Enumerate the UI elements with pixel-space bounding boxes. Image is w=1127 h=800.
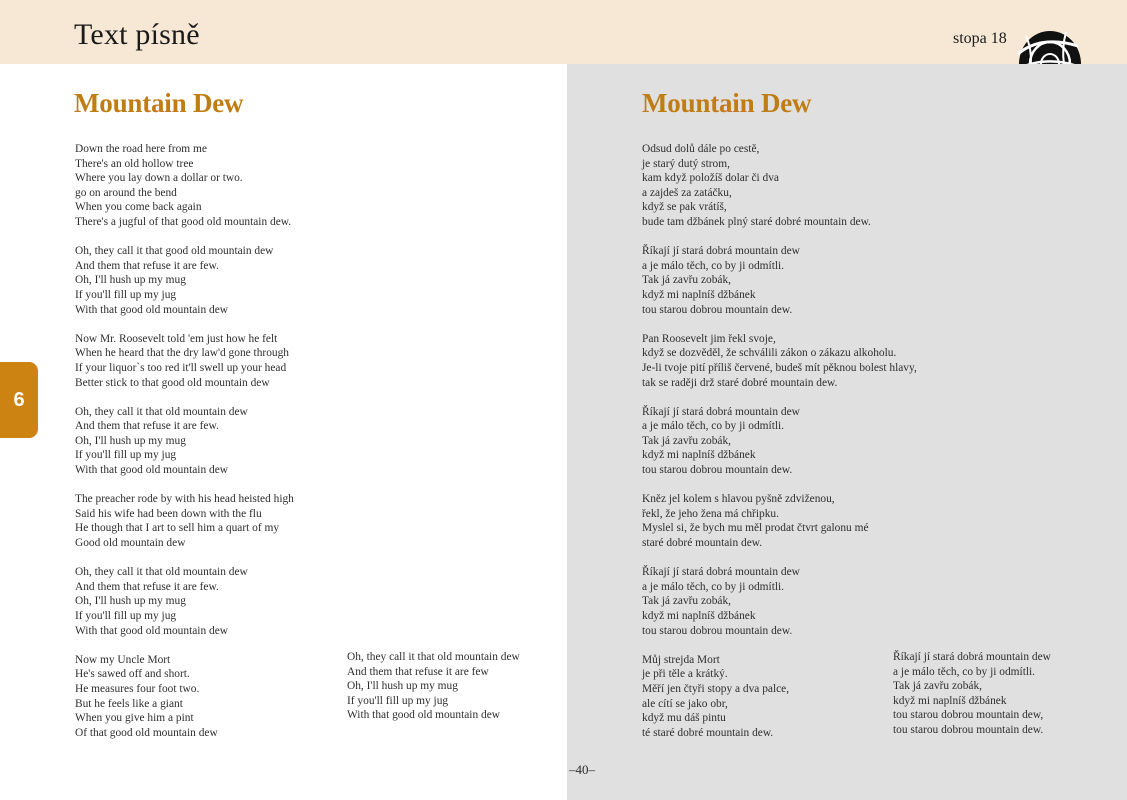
lyric-line: tak se raději drž staré dobré mountain dew. [642,376,838,389]
lyric-line: Oh, they call it that old mountain dew [347,651,520,663]
lyric-line: když mi naplníš džbánek [642,288,756,301]
lyric-line: If you'll fill up my jug [75,288,177,301]
lyric-line: And them that refuse it are few. [75,580,219,593]
lyric-line: když mi naplníš džbánek [642,449,756,462]
lyrics-english [75,142,294,755]
track-number: stopa 18 [953,30,1007,47]
lyric-line: Myslel si, že bych mu měl prodat čtvrt galonu mé [642,522,869,535]
lyric-line: tou starou dobrou mountain dew, [893,709,1044,722]
stanza [75,653,294,741]
lyrics-czech [642,142,917,755]
lyric-line: té staré dobré mountain dew. [642,726,774,739]
lyric-line: a je málo těch, co by ji odmítli. [642,420,785,433]
lyric-line: Oh, I'll hush up my mug [75,434,186,447]
lyric-line: Kněz jel kolem s hlavou pyšně zdviženou, [642,493,835,506]
stanza [642,405,917,478]
lyric-line: Je-li tvoje pití příliš červené, budeš mít pěknou bolest hlavy, [642,361,917,374]
lyric-line: Now Mr. Roosevelt told 'em just how he felt [75,332,278,345]
lyric-line: There's a jugful of that good old mountain dew. [75,215,292,228]
lyric-line: Oh, they call it that old mountain dew [75,566,248,579]
lyric-line: If your liquor`s too red it'll swell up your head [75,361,287,374]
lyric-line: When you give him a pint [75,712,194,725]
lyric-line: Říkají jí stará dobrá mountain dew [893,651,1051,663]
lyric-line: He though that I art to sell him a quart of my [75,522,280,535]
lyric-line: a je málo těch, co by ji odmítli. [642,580,785,593]
lyric-line: Tak já zavřu zobák, [893,680,983,693]
stanza [75,565,294,638]
lyric-line: Down the road here from me [75,143,207,155]
lyric-line: With that good old mountain dew [347,709,500,722]
lyric-line: když mu dáš pintu [642,712,726,725]
lyric-line: je starý dutý strom, [642,157,730,170]
lyric-line: Oh, I'll hush up my mug [75,274,186,287]
lyric-line: a je málo těch, co by ji odmítli. [893,665,1036,678]
lyric-line: If you'll fill up my jug [75,449,177,462]
lyric-line: Pan Roosevelt jim řekl svoje, [642,332,776,345]
lyric-line: Better stick to that good old mountain dew [75,376,270,389]
lyric-line: But he feels like a giant [75,697,183,710]
lyric-line: staré dobré mountain dew. [642,537,763,550]
lyric-line: When you come back again [75,201,202,214]
lyric-line: Tak já zavřu zobák, [642,595,732,608]
lyric-line: je při těle a krátký. [642,668,728,681]
lyric-line: Říkají jí stará dobrá mountain dew [642,405,800,418]
lyric-line: Tak já zavřu zobák, [642,434,732,447]
lyric-line: When he heard that the dry law'd gone through [75,347,289,360]
lyric-line: tou starou dobrou mountain dew. [893,723,1044,736]
stanza [893,650,1051,738]
lyric-line: And them that refuse it are few. [75,259,219,272]
lyric-line: Odsud dolů dále po cestě, [642,143,760,155]
lyric-line: If you'll fill up my jug [75,610,177,622]
stanza [347,650,520,723]
stanza [642,332,917,390]
stanza [642,492,917,550]
lyric-line: With that good old mountain dew [75,464,228,477]
stanza [75,405,294,478]
lyric-line: když mi naplníš džbánek [642,610,756,622]
lyric-line: a zajdeš za zatáčku, [642,186,732,199]
stanza [75,332,294,390]
lyrics-english-extra [347,650,520,738]
lyric-line: Oh, they call it that old mountain dew [75,405,248,418]
lyric-line: Tak já zavřu zobák, [642,274,732,287]
page-heading: Text písně [74,18,200,51]
lyric-line: Říkají jí stará dobrá mountain dew [642,245,800,258]
stanza [642,565,917,638]
lyric-line: tou starou dobrou mountain dew. [642,303,793,316]
lyric-line: go on around the bend [75,186,177,199]
lyrics-czech-extra [893,650,1051,752]
lyric-line: Good old mountain dew [75,537,186,550]
stanza [642,142,917,230]
song-title-czech: Mountain Dew [642,88,812,118]
lyric-line: Said his wife had been down with the flu [75,507,262,520]
lyric-line: And them that refuse it are few [347,665,489,678]
page-number: –40– [569,762,595,777]
lyric-line: a je málo těch, co by ji odmítli. [642,259,785,272]
stanza [642,653,917,741]
lyric-line: Where you lay down a dollar or two. [75,172,243,185]
lyric-line: Of that good old mountain dew [75,726,218,739]
lyric-line: když se dozvěděl, že schválili zákon o zákazu alkoholu. [642,347,897,360]
lyric-line: The preacher rode by with his head heisted high [75,493,294,506]
lyric-line: Oh, they call it that good old mountain dew [75,245,274,258]
lyric-line: He's sawed off and short. [75,668,190,681]
lyric-line: když se pak vrátíš, [642,201,727,214]
lyric-line: Říkají jí stará dobrá mountain dew [642,566,800,579]
lyric-line: If you'll fill up my jug [347,694,449,707]
lyric-line: bude tam džbánek plný staré dobré mountain dew. [642,215,871,228]
stanza [75,142,294,230]
stanza [75,492,294,550]
lyric-line: With that good old mountain dew [75,624,228,637]
lyric-line: řekl, že jeho žena má chřipku. [642,507,779,520]
lyric-line: He measures four foot two. [75,682,200,695]
lyric-line: Můj strejda Mort [642,653,720,666]
lyric-line: And them that refuse it are few. [75,420,219,433]
lyric-line: tou starou dobrou mountain dew. [642,624,793,637]
lyric-line: Now my Uncle Mort [75,653,171,666]
lyric-line: There's an old hollow tree [75,157,194,170]
lyric-line: kam když položíš dolar či dva [642,172,779,185]
lyric-line: ale cítí se jako obr, [642,697,728,710]
stanza [642,244,917,317]
page-header [0,0,1127,64]
lyric-line: Oh, I'll hush up my mug [347,680,458,693]
lyric-line: With that good old mountain dew [75,303,228,316]
song-title-english: Mountain Dew [74,88,244,118]
lyric-line: když mi naplníš džbánek [893,694,1007,707]
lyric-line: Měří jen čtyři stopy a dva palce, [642,682,790,695]
lyric-line: Oh, I'll hush up my mug [75,595,186,608]
stanza [75,244,294,317]
lyric-line: tou starou dobrou mountain dew. [642,464,793,477]
chapter-tab: 6 [0,362,38,438]
